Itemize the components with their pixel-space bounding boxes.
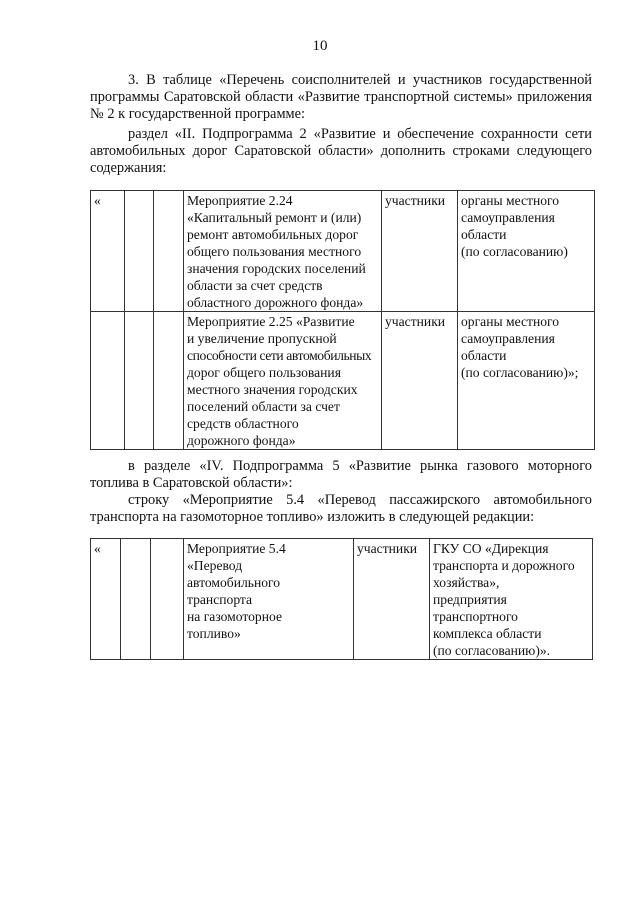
- event-line: области за счет средств: [187, 278, 323, 293]
- paragraph-2: [90, 126, 592, 177]
- event-line: «Перевод: [187, 558, 243, 573]
- org-line: области: [461, 348, 507, 363]
- table-participants-subprogram-5: [90, 538, 593, 660]
- event-line: топливо»: [187, 626, 241, 641]
- event-line: дорожного фонда»: [187, 433, 296, 448]
- event-line: Мероприятие 5.4: [187, 541, 286, 556]
- role-cell: участники: [382, 312, 458, 450]
- event-line: средств областного: [187, 416, 299, 431]
- event-line: областного дорожного фонда»: [187, 295, 364, 310]
- table-row: [91, 539, 593, 660]
- event-cell: [184, 191, 382, 312]
- paragraph-4-text: строку «Мероприятие 5.4 «Перевод пассажирского автомобильного транспорта на газомоторное топливо» изложить в следующей редакции:: [90, 492, 592, 525]
- empty-cell: [121, 539, 151, 660]
- event-line: транспорта: [187, 592, 253, 607]
- paragraph-3: [90, 458, 592, 492]
- event-line: поселений области за счет: [187, 399, 340, 414]
- quote-cell: [91, 312, 125, 450]
- empty-cell: [154, 191, 184, 312]
- org-line: (по согласованию)».: [433, 643, 551, 658]
- org-line: области: [461, 227, 507, 242]
- paragraph-2-text: раздел «II. Подпрограмма 2 «Развитие и обеспечение сохранности сети автомобильных дорог Саратовской области» дополнить строками следующего содержания:: [90, 126, 592, 176]
- org-line: (по согласованию): [461, 244, 568, 259]
- paragraph-1-text: 3. В таблице «Перечень соисполнителей и участников государственной программы Саратовской области «Развитие транспортной системы» приложения № 2 к государственной программе:: [90, 72, 592, 122]
- table-row: [91, 191, 595, 312]
- quote-cell: «: [91, 539, 121, 660]
- event-line: автомобильного: [187, 575, 281, 590]
- role-cell: участники: [354, 539, 430, 660]
- org-line: органы местного: [461, 193, 560, 208]
- event-line: местного значения городских: [187, 382, 358, 397]
- org-line: хозяйства»,: [433, 575, 500, 590]
- role-cell: участники: [382, 191, 458, 312]
- event-line: способности сети автомобильных: [187, 348, 372, 363]
- event-line: на газомоторное: [187, 609, 282, 624]
- empty-cell: [151, 539, 184, 660]
- org-cell: [430, 539, 593, 660]
- paragraph-1: [90, 72, 592, 123]
- event-cell: [184, 539, 354, 660]
- org-line: самоуправления: [461, 331, 555, 346]
- org-cell: [458, 191, 595, 312]
- paragraph-3-text: в разделе «IV. Подпрограмма 5 «Развитие рынка газового моторного топлива в Саратовской области»:: [90, 458, 592, 491]
- empty-cell: [125, 191, 154, 312]
- org-cell: [458, 312, 595, 450]
- org-line: самоуправления: [461, 210, 555, 225]
- org-line: комплекса области: [433, 626, 542, 641]
- event-line: и увеличение пропускной: [187, 331, 337, 346]
- org-line: ГКУ СО «Дирекция: [433, 541, 549, 556]
- org-line: транспортного: [433, 609, 518, 624]
- org-line: предприятия: [433, 592, 507, 607]
- page-number: 10: [312, 38, 328, 54]
- org-line: (по согласованию)»;: [461, 365, 579, 380]
- event-line: ремонт автомобильных дорог: [187, 227, 359, 242]
- event-line: дорог общего пользования: [187, 365, 341, 380]
- empty-cell: [154, 312, 184, 450]
- org-line: транспорта и дорожного: [433, 558, 575, 573]
- event-line: «Капитальный ремонт и (или): [187, 210, 362, 225]
- table-row: [91, 312, 595, 450]
- event-line: Мероприятие 2.24: [187, 193, 293, 208]
- org-line: органы местного: [461, 314, 560, 329]
- event-line: общего пользования местного: [187, 244, 362, 259]
- table-participants-subprogram-2: [90, 190, 595, 450]
- empty-cell: [125, 312, 154, 450]
- quote-cell: «: [91, 191, 125, 312]
- event-line: Мероприятие 2.25 «Развитие: [187, 314, 355, 329]
- event-line: значения городских поселений: [187, 261, 366, 276]
- event-cell: [184, 312, 382, 450]
- paragraph-4: [90, 492, 592, 526]
